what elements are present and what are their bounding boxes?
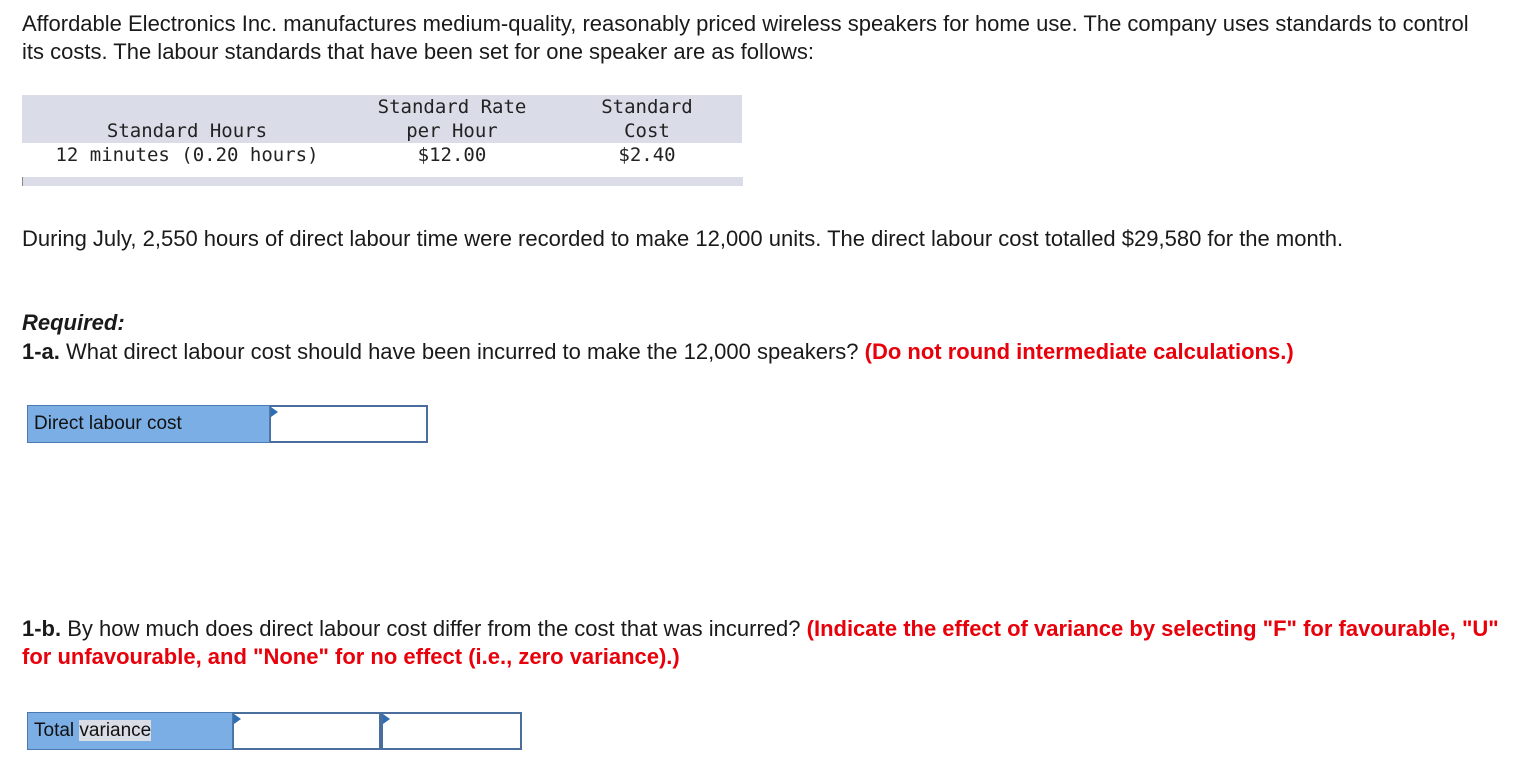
- total-variance-label-highlight: variance: [79, 720, 152, 741]
- total-variance-label: [27, 712, 233, 750]
- header-standard-cost: [552, 95, 742, 143]
- header-standard-rate-line1: Standard Rate: [377, 96, 527, 118]
- header-standard-rate: [352, 95, 552, 143]
- question-1b-text: By how much does direct labour cost differ from the cost that was incurred?: [61, 616, 807, 641]
- cell-standard-rate: $12.00: [417, 144, 487, 166]
- input-flag-icon: [271, 407, 278, 417]
- question-1b: [22, 615, 1512, 671]
- total-variance-amount-input[interactable]: [234, 714, 379, 748]
- header-standard-hours: Standard Hours: [22, 95, 352, 143]
- header-standard-cost-line2: Cost: [624, 120, 670, 142]
- question-1b-note: (Indicate the effect of variance by selecting "F" for favourable, "U" for unfavourable, and "None" for no effect (i.e., zero variance).): [22, 616, 1499, 669]
- total-variance-label-plain: Total: [34, 720, 80, 741]
- direct-labour-cost-field[interactable]: [270, 405, 428, 443]
- direct-labour-cost-label: Direct labour cost: [27, 405, 270, 443]
- question-1a: [22, 338, 1502, 366]
- variance-effect-field[interactable]: [381, 712, 522, 750]
- required-heading: Required:: [22, 310, 125, 335]
- question-1a-number: 1-a.: [22, 339, 60, 364]
- header-standard-rate-line2: per Hour: [406, 120, 498, 142]
- question-1a-text: What direct labour cost should have been incurred to make the 12,000 speakers?: [59, 339, 865, 364]
- cell-standard-cost: $2.40: [618, 144, 676, 166]
- cell-standard-hours: 12 minutes (0.20 hours): [55, 144, 319, 166]
- question-1b-number: 1-b.: [22, 616, 62, 641]
- table-footer-bar: [22, 177, 743, 186]
- july-paragraph: During July, 2,550 hours of direct labour time were recorded to make 12,000 units. The direct labour cost totalled $29,580 for the month.: [22, 226, 1344, 251]
- answer-row-1b: [27, 712, 522, 750]
- direct-labour-cost-input[interactable]: [271, 407, 426, 441]
- input-flag-icon: [383, 714, 390, 724]
- total-variance-amount-field[interactable]: [233, 712, 381, 750]
- table-row: [22, 143, 742, 167]
- answer-row-1a: [27, 405, 428, 443]
- header-standard-cost-line1: Standard: [601, 96, 693, 118]
- labour-standards-table: [22, 95, 742, 167]
- table-header-row: [22, 95, 742, 143]
- variance-effect-input[interactable]: [383, 714, 520, 748]
- intro-paragraph: Affordable Electronics Inc. manufactures medium-quality, reasonably priced wireless speakers for home use. The company uses standards to control its costs. The labour standards that have been set for one speaker are as follows:: [22, 11, 1469, 64]
- input-flag-icon: [234, 714, 241, 724]
- question-1a-note: (Do not round intermediate calculations.): [864, 339, 1294, 364]
